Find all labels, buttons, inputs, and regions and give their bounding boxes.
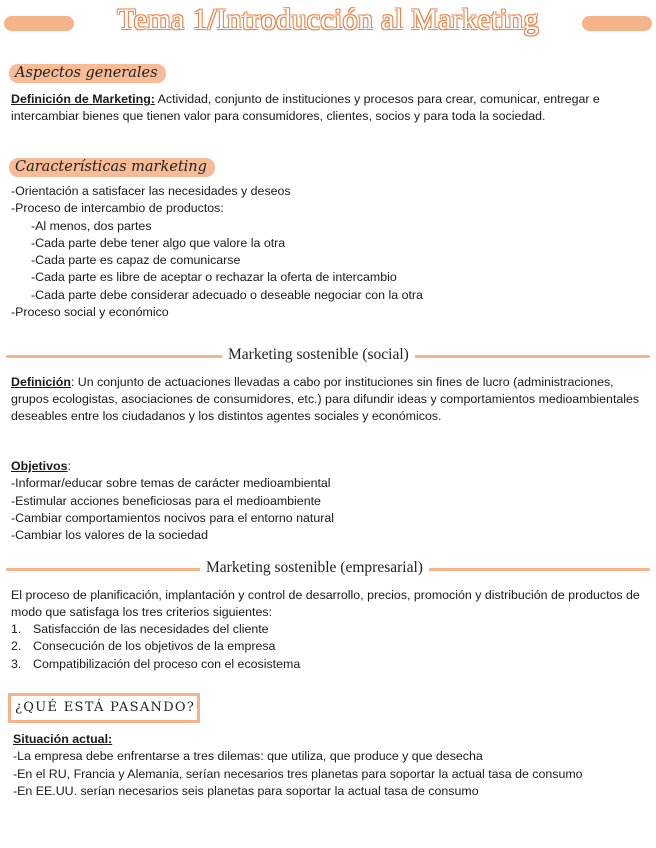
caracteristicas-heading: Características marketing bbox=[9, 158, 215, 177]
item-number: 2. bbox=[11, 639, 22, 654]
list-item: -En el RU, Francia y Alemania, serían necesarios tres planetas para soportar la actual tasa de consumo bbox=[13, 766, 583, 781]
list-item: -Al menos, dos partes bbox=[31, 218, 152, 233]
social-heading: Marketing sostenible (social) bbox=[222, 346, 415, 364]
objetivos-list bbox=[11, 458, 334, 544]
item-number: 3. bbox=[11, 656, 22, 671]
list-item bbox=[11, 621, 300, 638]
pasando-list bbox=[13, 731, 643, 800]
item-text: Satisfacción de las necesidades del cliente bbox=[33, 622, 269, 636]
item-number: 1. bbox=[11, 622, 22, 636]
list-item: -Estimular acciones beneficiosas para el medioambiente bbox=[11, 493, 321, 508]
list-item: -En EE.UU. serían necesarios seis planetas para soportar la actual tasa de consumo bbox=[13, 783, 479, 798]
objetivos-colon: : bbox=[67, 459, 71, 473]
list-item: -Cambiar comportamientos nocivos para el entorno natural bbox=[11, 510, 335, 525]
social-definition-text: : Un conjunto de actuaciones llevadas a cabo por instituciones sin fines de lucro (administraciones, grupos ecologistas, asociaciones de consumidores, etc.) para difundir ideas y comportamientos medioambientales deseables entre los ciudadanos y los distintos agentes sociales y económicos. bbox=[11, 375, 640, 423]
list-item: -Cada parte debe considerar adecuado o deseable negociar con la otra bbox=[31, 287, 423, 302]
list-item: -Cada parte es capaz de comunicarse bbox=[31, 253, 241, 268]
list-item: -Informar/educar sobre temas de carácter medioambiental bbox=[11, 476, 331, 491]
situacion-label: Situación actual: bbox=[13, 732, 113, 746]
pasando-heading: ¿QUÉ ESTÁ PASANDO? bbox=[15, 700, 196, 715]
list-item bbox=[11, 656, 300, 673]
title-banner bbox=[0, 0, 656, 48]
caracteristicas-list bbox=[11, 183, 423, 321]
list-item: -Proceso social y económico bbox=[11, 305, 169, 320]
objetivos-label: Objetivos bbox=[11, 459, 68, 473]
marketing-definition bbox=[11, 91, 641, 125]
empresarial-intro: El proceso de planificación, implantación y control de desarrollo, precios, promoción y distribución de productos de modo que satisfaga los tres criterios siguientes: bbox=[11, 588, 640, 619]
list-item: -Cada parte es libre de aceptar o rechazar la oferta de intercambio bbox=[31, 270, 397, 285]
page-title: Tema 1/Introducción al Marketing bbox=[117, 3, 539, 36]
social-definition bbox=[11, 374, 647, 425]
item-text: Consecución de los objetivos de la empresa bbox=[33, 639, 276, 654]
list-item bbox=[11, 638, 300, 655]
criterios-list bbox=[11, 621, 300, 673]
objetivos-label-row bbox=[11, 458, 334, 475]
list-item: -Cambiar los valores de la sociedad bbox=[11, 528, 208, 543]
list-item: -Proceso de intercambio de productos: bbox=[11, 201, 224, 216]
social-definition-label: Definición bbox=[11, 375, 71, 389]
aspectos-heading: Aspectos generales bbox=[9, 64, 166, 83]
item-text: Compatibilización del proceso con el ecosistema bbox=[33, 656, 301, 671]
marketing-definition-text: Actividad, conjunto de instituciones y procesos para crear, comunicar, entregar e intercambiar bienes que tienen valor para consumidores, clientes, socios y para toda la sociedad. bbox=[11, 92, 600, 123]
empresarial-heading: Marketing sostenible (empresarial) bbox=[200, 559, 429, 577]
list-item: -Cada parte debe tener algo que valore la otra bbox=[31, 235, 286, 250]
marketing-definition-label: Definición de Marketing: bbox=[11, 92, 155, 106]
pasando-heading-box bbox=[8, 693, 200, 723]
list-item: -La empresa debe enfrentarse a tres dilemas: que utiliza, que produce y que desecha bbox=[13, 749, 483, 764]
list-item: -Orientación a satisfacer las necesidades y deseos bbox=[11, 184, 291, 198]
